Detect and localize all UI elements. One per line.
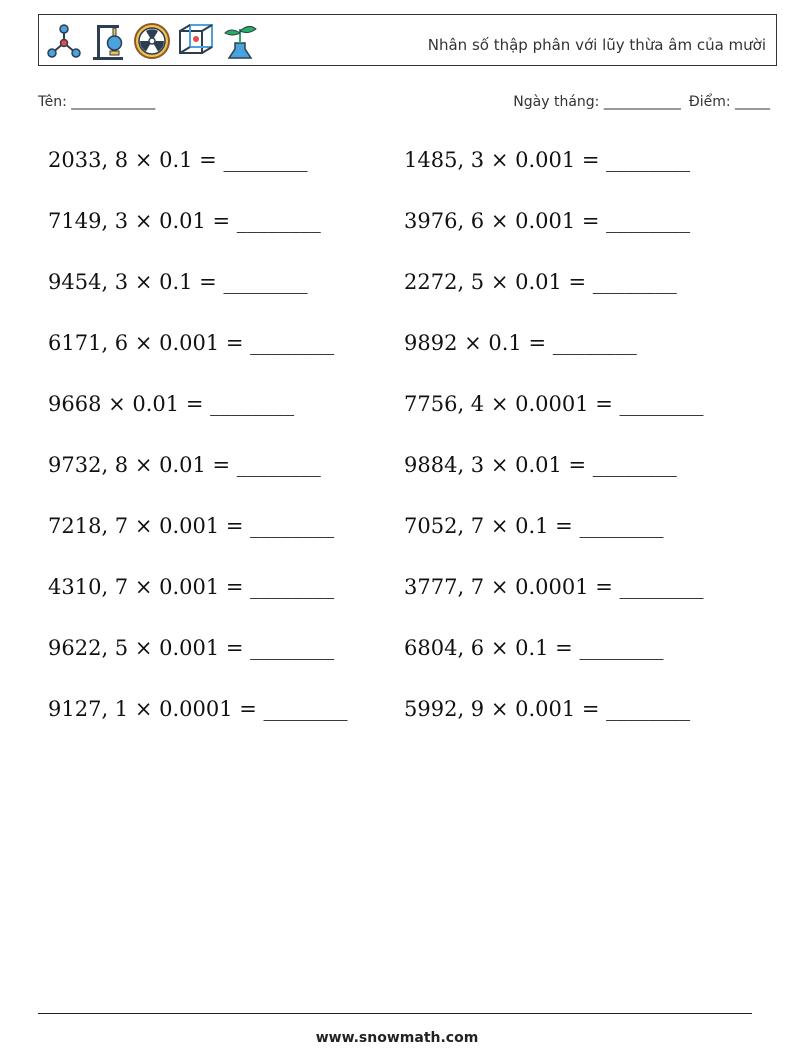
problem-item[interactable]: 6171, 6 × 0.001 = ________ [48, 331, 335, 355]
problem-item[interactable]: 1485, 3 × 0.001 = ________ [404, 148, 691, 172]
problem-row [48, 514, 768, 575]
problem-row [48, 270, 768, 331]
problem-item[interactable]: 7218, 7 × 0.001 = ________ [48, 514, 335, 538]
problem-item[interactable]: 3976, 6 × 0.001 = ________ [404, 209, 691, 233]
problem-item[interactable]: 9892 × 0.1 = ________ [404, 331, 637, 355]
plant-flask-icon [221, 21, 259, 61]
problem-list [48, 148, 768, 758]
problem-row [48, 453, 768, 514]
problem-item[interactable]: 2272, 5 × 0.01 = ________ [404, 270, 677, 294]
problem-item[interactable]: 9454, 3 × 0.1 = ________ [48, 270, 308, 294]
problem-item[interactable]: 9732, 8 × 0.01 = ________ [48, 453, 321, 477]
problem-row [48, 636, 768, 697]
problem-item[interactable]: 9622, 5 × 0.001 = ________ [48, 636, 335, 660]
problem-item[interactable]: 5992, 9 × 0.001 = ________ [404, 697, 691, 721]
problem-item[interactable]: 9668 × 0.01 = ________ [48, 392, 295, 416]
problem-item[interactable]: 9884, 3 × 0.01 = ________ [404, 453, 677, 477]
radiation-icon [133, 21, 171, 61]
problem-item[interactable]: 7756, 4 × 0.0001 = ________ [404, 392, 704, 416]
problem-item[interactable]: 9127, 1 × 0.0001 = ________ [48, 697, 348, 721]
date-field[interactable]: Ngày tháng: ___________ [513, 94, 681, 110]
lab-stand-flask-icon [89, 21, 127, 61]
worksheet-header [38, 14, 777, 66]
date-score-fields [513, 94, 770, 110]
problem-item[interactable]: 2033, 8 × 0.1 = ________ [48, 148, 308, 172]
problem-row [48, 697, 768, 758]
name-field[interactable]: Tên: ____________ [38, 94, 156, 110]
problem-row [48, 148, 768, 209]
problem-item[interactable]: 4310, 7 × 0.001 = ________ [48, 575, 335, 599]
worksheet-title: Nhân số thập phân với lũy thừa âm của mười [427, 36, 766, 54]
molecule-icon [45, 21, 83, 61]
cube-frame-icon [177, 21, 215, 61]
header-icons [45, 21, 259, 61]
footer-divider [38, 1013, 752, 1014]
footer-website[interactable]: www.snowmath.com [315, 1030, 479, 1046]
problem-row [48, 575, 768, 636]
problem-row [48, 209, 768, 270]
problem-item[interactable]: 3777, 7 × 0.0001 = ________ [404, 575, 704, 599]
problem-item[interactable]: 7052, 7 × 0.1 = ________ [404, 514, 664, 538]
problem-row [48, 392, 768, 453]
problem-item[interactable]: 7149, 3 × 0.01 = ________ [48, 209, 321, 233]
problem-item[interactable]: 6804, 6 × 0.1 = ________ [404, 636, 664, 660]
score-field[interactable]: Điểm: _____ [688, 94, 770, 110]
problem-row [48, 331, 768, 392]
